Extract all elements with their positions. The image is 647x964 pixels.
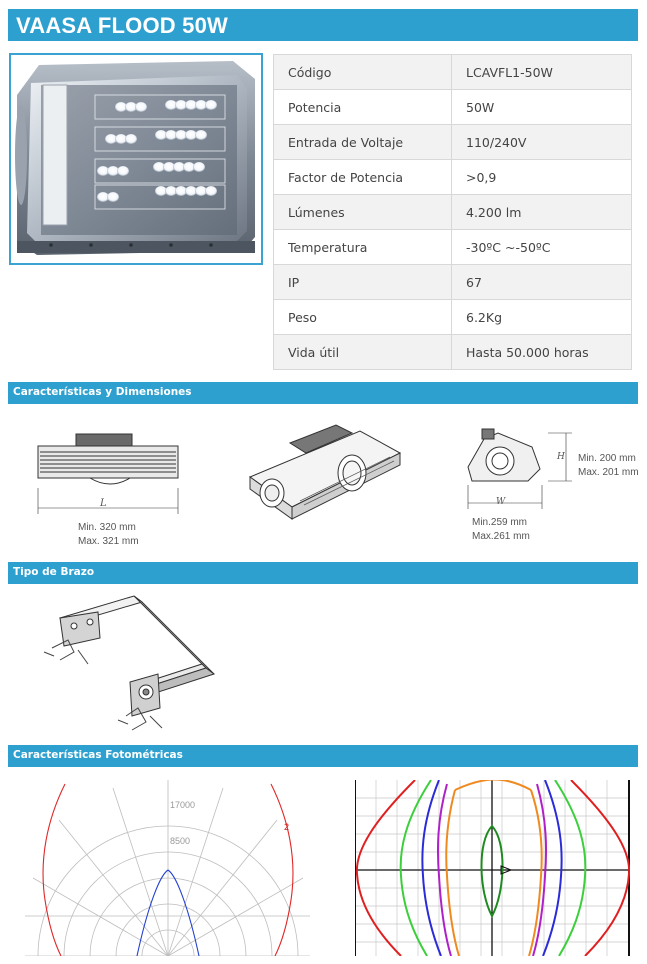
- spec-value: 50W: [452, 90, 632, 125]
- spec-value: 6.2Kg: [452, 300, 632, 335]
- spec-table: [273, 54, 632, 370]
- width-label: W: [496, 497, 506, 507]
- height-min: Min. 200 mm: [578, 453, 636, 464]
- spec-label: Potencia: [274, 90, 452, 125]
- product-title-bar: [8, 9, 638, 41]
- section-title: Características y Dimensiones: [13, 386, 192, 398]
- isometric-drawing: [240, 415, 410, 525]
- side-view-drawing: [458, 425, 578, 515]
- length-max: Max. 321 mm: [78, 536, 139, 547]
- height-max: Max. 201 mm: [578, 467, 639, 478]
- length-min: Min. 320 mm: [78, 522, 136, 533]
- spec-label: Código: [274, 55, 452, 90]
- isolux-diagram: [355, 780, 630, 956]
- spec-value: 67: [452, 265, 632, 300]
- front-view-drawing: [30, 428, 190, 518]
- width-max: Max.261 mm: [472, 531, 530, 542]
- product-photo: [9, 53, 263, 265]
- spec-label: Peso: [274, 300, 452, 335]
- spec-row: [274, 300, 632, 335]
- spec-row: [274, 195, 632, 230]
- spec-label: Entrada de Voltaje: [274, 125, 452, 160]
- spec-value: >0,9: [452, 160, 632, 195]
- spec-row: [274, 125, 632, 160]
- mounting-arm-drawing: [38, 590, 228, 740]
- spec-label: Vida útil: [274, 335, 452, 370]
- spec-row: [274, 55, 632, 90]
- section-header-photometric: [8, 745, 638, 767]
- spec-value: LCAVFL1-50W: [452, 55, 632, 90]
- spec-label: IP: [274, 265, 452, 300]
- spec-row: [274, 230, 632, 265]
- spec-row: [274, 335, 632, 370]
- section-header-arm: [8, 562, 638, 584]
- spec-label: Temperatura: [274, 230, 452, 265]
- spec-value: 110/240V: [452, 125, 632, 160]
- length-label: L: [100, 498, 107, 509]
- spec-value: -30ºC ~-50ºC: [452, 230, 632, 265]
- width-min: Min.259 mm: [472, 517, 528, 528]
- polar-intensity-diagram: [25, 780, 310, 956]
- spec-row: [274, 265, 632, 300]
- section-title: Características Fotométricas: [13, 749, 183, 761]
- polar-curve-mark: 2: [284, 822, 290, 832]
- height-label: H: [557, 452, 565, 462]
- section-title: Tipo de Brazo: [13, 566, 95, 578]
- spec-row: [274, 90, 632, 125]
- spec-label: Lúmenes: [274, 195, 452, 230]
- floodlight-illustration: [11, 55, 261, 263]
- polar-tick-8500: 8500: [170, 836, 191, 846]
- spec-value: 4.200 lm: [452, 195, 632, 230]
- section-header-dimensions: [8, 382, 638, 404]
- spec-row: [274, 160, 632, 195]
- spec-value: Hasta 50.000 horas: [452, 335, 632, 370]
- product-title: VAASA FLOOD 50W: [16, 13, 229, 38]
- spec-label: Factor de Potencia: [274, 160, 452, 195]
- polar-tick-17000: 17000: [170, 800, 196, 810]
